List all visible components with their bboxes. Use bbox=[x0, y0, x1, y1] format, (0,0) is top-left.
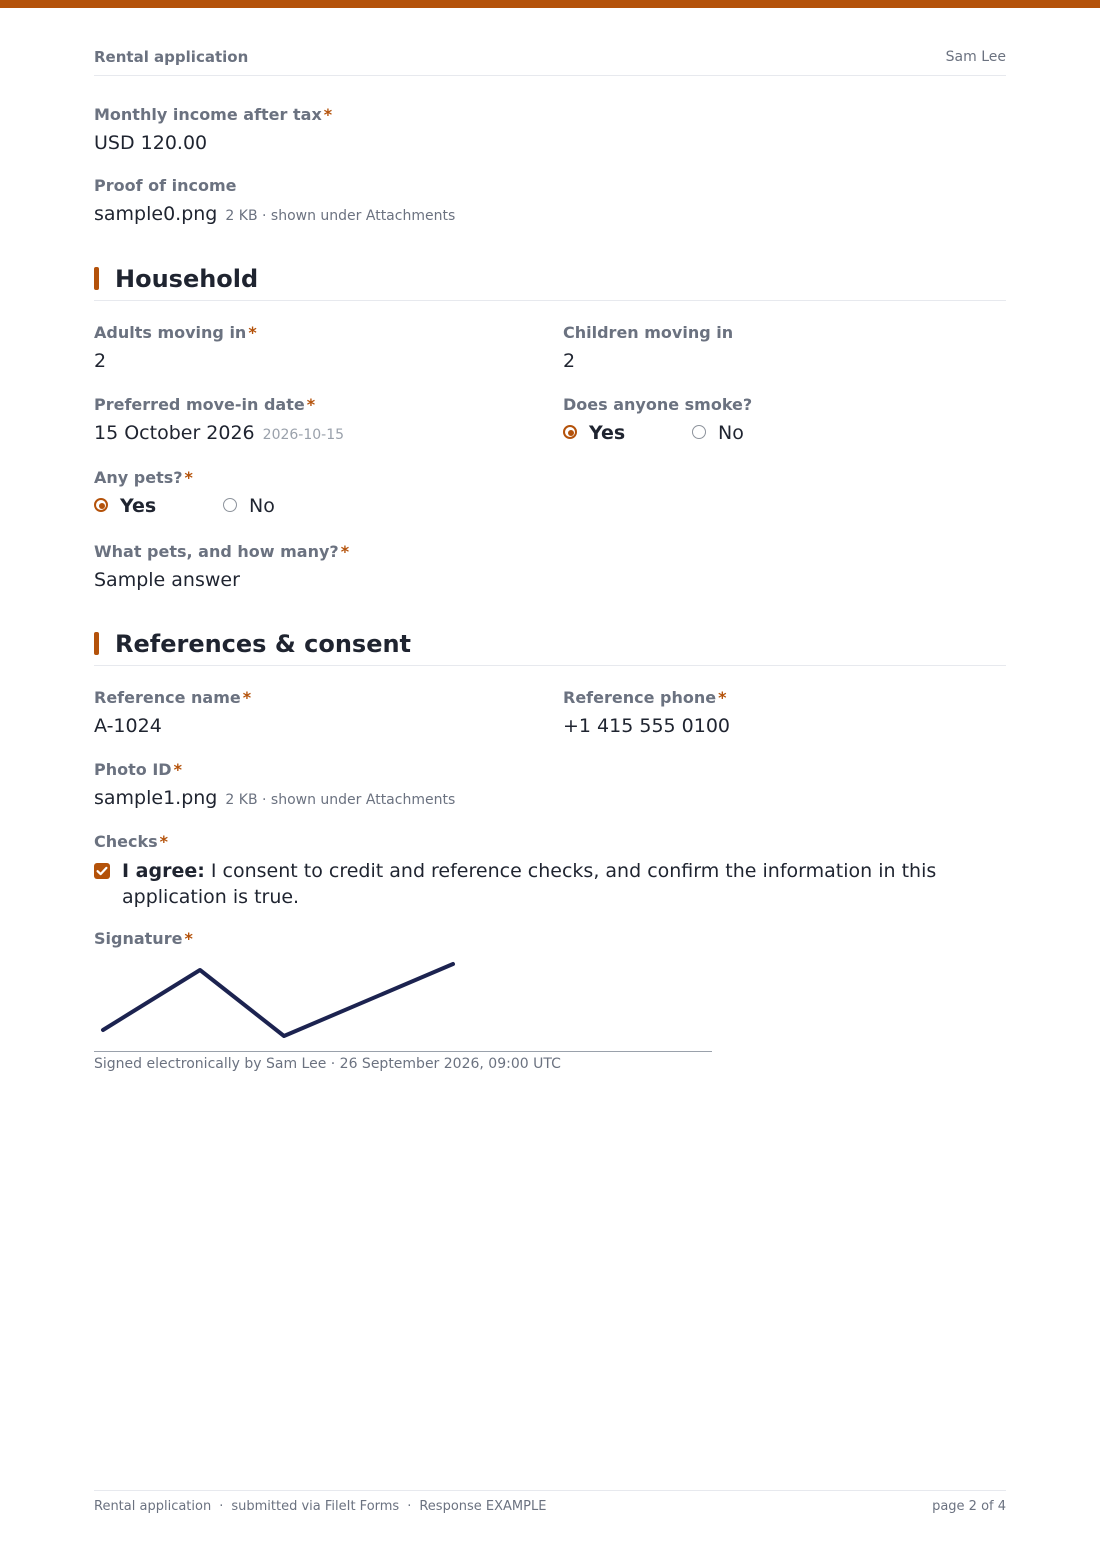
consent-body: I consent to credit and reference checks, and confirm the information in this application is true. bbox=[122, 860, 937, 908]
running-header bbox=[94, 48, 1006, 76]
radio-unselected-icon[interactable] bbox=[223, 498, 237, 512]
required-marker: * bbox=[340, 542, 350, 561]
field-reference-phone bbox=[563, 688, 730, 738]
consent-lead: I agree: bbox=[122, 860, 205, 882]
signature-box bbox=[94, 956, 712, 1052]
date-long: 15 October 2026 bbox=[94, 422, 255, 444]
required-marker: * bbox=[242, 688, 252, 707]
section-references-consent bbox=[94, 629, 1006, 666]
file-meta: 2 KB · shown under Attachments bbox=[225, 792, 456, 808]
file-attachment[interactable] bbox=[94, 786, 455, 812]
field-children bbox=[563, 323, 733, 373]
field-label: Photo ID * bbox=[94, 760, 182, 779]
footer-info: Rental application · submitted via FileIt Forms · Response EXAMPLE bbox=[94, 1499, 547, 1514]
required-marker: * bbox=[173, 760, 182, 779]
radio-label: No bbox=[249, 495, 275, 517]
file-name[interactable]: sample0.png bbox=[94, 203, 218, 225]
required-marker: * bbox=[323, 105, 333, 124]
field-value: 2 bbox=[563, 350, 576, 372]
section-title: Household bbox=[115, 265, 259, 293]
field-value: Sample answer bbox=[94, 569, 240, 591]
field-label: Checks * bbox=[94, 832, 169, 851]
field-label: Reference name * bbox=[94, 688, 252, 707]
footer-form-name: Rental application bbox=[94, 1499, 212, 1514]
radio-group bbox=[94, 494, 394, 518]
required-marker: * bbox=[184, 929, 193, 948]
field-checks bbox=[94, 832, 954, 910]
field-pets-detail bbox=[94, 542, 349, 592]
date-iso: 2026-10-15 bbox=[262, 427, 345, 443]
file-attachment[interactable] bbox=[94, 202, 455, 228]
footer-response-id: Response EXAMPLE bbox=[419, 1499, 547, 1514]
radio-label: Yes bbox=[589, 422, 626, 444]
signature-image bbox=[94, 956, 712, 1051]
required-marker: * bbox=[184, 468, 193, 487]
checkbox-checked-icon[interactable] bbox=[94, 863, 110, 879]
radio-group bbox=[563, 421, 863, 445]
field-value bbox=[94, 421, 344, 447]
signature-caption: Signed electronically by Sam Lee · 26 September 2026, 09:00 UTC bbox=[94, 1056, 561, 1072]
document-title: Rental application bbox=[94, 48, 249, 66]
file-meta: 2 KB · shown under Attachments bbox=[225, 208, 456, 224]
section-accent bbox=[94, 267, 99, 290]
applicant-name: Sam Lee bbox=[945, 49, 1006, 65]
field-value: +1 415 555 0100 bbox=[563, 715, 731, 737]
required-marker: * bbox=[306, 395, 316, 414]
field-photo-id bbox=[94, 760, 455, 812]
field-label: Preferred move-in date * bbox=[94, 395, 316, 414]
field-value: USD 120.00 bbox=[94, 132, 208, 154]
field-label: Proof of income bbox=[94, 176, 237, 195]
field-monthly-income bbox=[94, 105, 332, 155]
field-label: Any pets? * bbox=[94, 468, 193, 487]
field-label: Children moving in bbox=[563, 323, 734, 342]
field-label: Does anyone smoke? bbox=[563, 395, 753, 414]
section-household bbox=[94, 264, 1006, 301]
required-marker: * bbox=[248, 323, 257, 342]
field-label: What pets, and how many? * bbox=[94, 542, 350, 561]
field-value: 2 bbox=[94, 350, 107, 372]
section-accent bbox=[94, 632, 99, 655]
field-value: A-1024 bbox=[94, 715, 162, 737]
page-footer bbox=[94, 1490, 1006, 1519]
required-marker: * bbox=[159, 832, 169, 851]
top-accent-bar bbox=[0, 0, 1100, 8]
field-adults bbox=[94, 323, 257, 373]
consent-text bbox=[122, 858, 954, 910]
consent-checkbox-row[interactable] bbox=[94, 858, 954, 910]
radio-selected-icon[interactable] bbox=[563, 425, 577, 439]
field-signature bbox=[94, 929, 193, 949]
field-pets bbox=[94, 468, 394, 518]
radio-label: No bbox=[718, 422, 744, 444]
checkmark-icon bbox=[94, 863, 110, 879]
radio-label: Yes bbox=[120, 495, 157, 517]
file-name[interactable]: sample1.png bbox=[94, 787, 218, 809]
radio-unselected-icon[interactable] bbox=[692, 425, 706, 439]
radio-selected-icon[interactable] bbox=[94, 498, 108, 512]
field-label: Adults moving in * bbox=[94, 323, 257, 342]
field-proof-of-income bbox=[94, 176, 455, 228]
footer-via: submitted via FileIt Forms bbox=[231, 1499, 400, 1514]
section-title: References & consent bbox=[115, 630, 412, 658]
field-reference-name bbox=[94, 688, 251, 738]
field-label: Signature * bbox=[94, 929, 193, 948]
field-label: Monthly income after tax * bbox=[94, 105, 333, 124]
field-smoking bbox=[563, 395, 863, 445]
required-marker: * bbox=[718, 688, 727, 707]
field-label: Reference phone * bbox=[563, 688, 727, 707]
field-move-in-date bbox=[94, 395, 344, 447]
page-number: page 2 of 4 bbox=[932, 1499, 1006, 1514]
